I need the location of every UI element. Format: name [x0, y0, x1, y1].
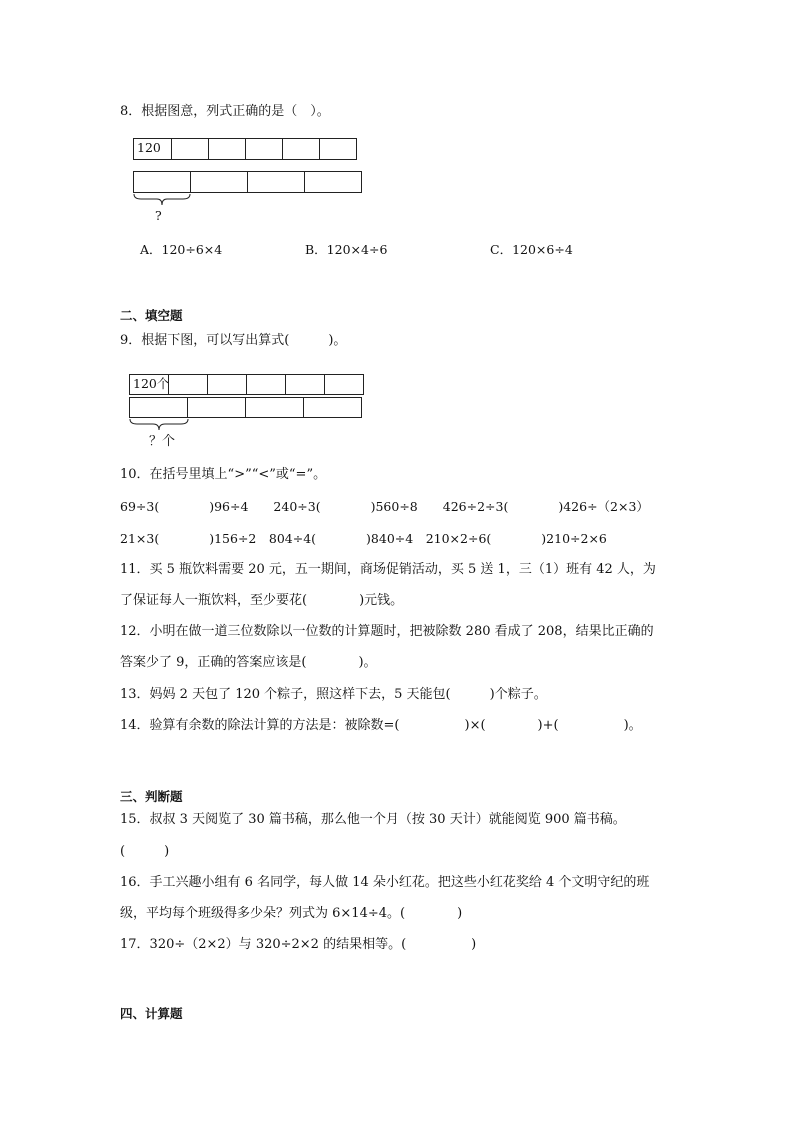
q17: 17．320÷（2×2）与 320÷2×2 的结果相等。( ): [120, 937, 477, 952]
q8-question-mark: ?: [155, 208, 162, 223]
q8-option-b: B．120×4÷6: [305, 242, 388, 257]
q8-option-a: A．120÷6×4: [140, 242, 223, 257]
q12-line1: 12．小明在做一道三位数除以一位数的计算题时，把被除数 280 看成了 208，结果比正确的: [120, 624, 654, 639]
q9-bottom-segment: [303, 397, 362, 418]
q10-row1: 69÷3( )96÷4 240÷3( )560÷8 426÷2÷3( )426÷（2×3）: [120, 499, 649, 514]
q9-top-segment: [246, 374, 286, 395]
q9-top-segment: [324, 374, 364, 395]
q8-top-segment: [319, 138, 357, 160]
q8-bottom-segment: [133, 171, 191, 193]
q9-stem: 9．根据下图，可以写出算式( )。: [120, 333, 347, 348]
q10-stem: 10．在括号里填上“>”“<”或“=”。: [120, 467, 327, 482]
section3-title: 三、判断题: [120, 789, 183, 804]
q8-brace-icon: [133, 193, 193, 207]
q12-line2: 答案少了 9，正确的答案应该是( )。: [120, 655, 377, 670]
q8-bottom-segment: [247, 171, 305, 193]
q11-line2: 了保证每人一瓶饮料，至少要花( )元钱。: [120, 593, 404, 608]
q15-line1: 15．叔叔 3 天阅览了 30 篇书稿，那么他一个月（按 30 天计）就能阅览 900 篇书稿。: [120, 812, 626, 827]
section4-title: 四、计算题: [120, 1006, 183, 1021]
q8-top-segment: [282, 138, 320, 160]
q8-top-segment: [171, 138, 209, 160]
q15-answer-blank: ( ): [120, 844, 170, 859]
q9-bottom-segment: [129, 397, 188, 418]
q8-top-segment: [245, 138, 283, 160]
q13: 13．妈妈 2 天包了 120 个粽子，照这样下去，5 天能包( )个粽子。: [120, 687, 547, 702]
q16-line1: 16．手工兴趣小组有 6 名同学，每人做 14 朵小红花。把这些小红花奖给 4 个文明守纪的班: [120, 875, 650, 890]
section2-title: 二、填空题: [120, 308, 183, 323]
q9-bottom-segment: [245, 397, 304, 418]
q9-top-bar: [129, 374, 364, 395]
q8-top-segment: [208, 138, 246, 160]
q9-bottom-segment: [187, 397, 246, 418]
q9-top-segment: [285, 374, 325, 395]
q11-line1: 11．买 5 瓶饮料需要 20 元，五一期间，商场促销活动，买 5 送 1，三（1）班有 42 人，为: [120, 562, 656, 577]
q8-top-segment-labeled: 120: [133, 138, 172, 160]
q16-line2: 级，平均每个班级得多少朵？列式为 6×14÷4。( ): [120, 906, 463, 921]
q8-stem: 8．根据图意，列式正确的是（ ）。: [120, 104, 330, 119]
q10-row2: 21×3( )156÷2 804÷4( )840÷4 210×2÷6( )210÷2×6: [120, 531, 607, 546]
q8-bottom-bar: [133, 171, 362, 193]
q9-bottom-bar: [129, 397, 362, 418]
q14: 14．验算有余数的除法计算的方法是：被除数=( )×( )+( )。: [120, 718, 642, 733]
q8-option-c: C．120×6÷4: [490, 242, 573, 257]
q9-top-segment: [207, 374, 247, 395]
q9-top-segment-labeled: 120个: [129, 374, 169, 395]
q8-bottom-segment: [304, 171, 362, 193]
q8-bottom-segment: [190, 171, 248, 193]
q9-top-segment: [168, 374, 208, 395]
q8-top-bar: [133, 138, 357, 160]
q9-question-label: ？个: [149, 434, 176, 449]
